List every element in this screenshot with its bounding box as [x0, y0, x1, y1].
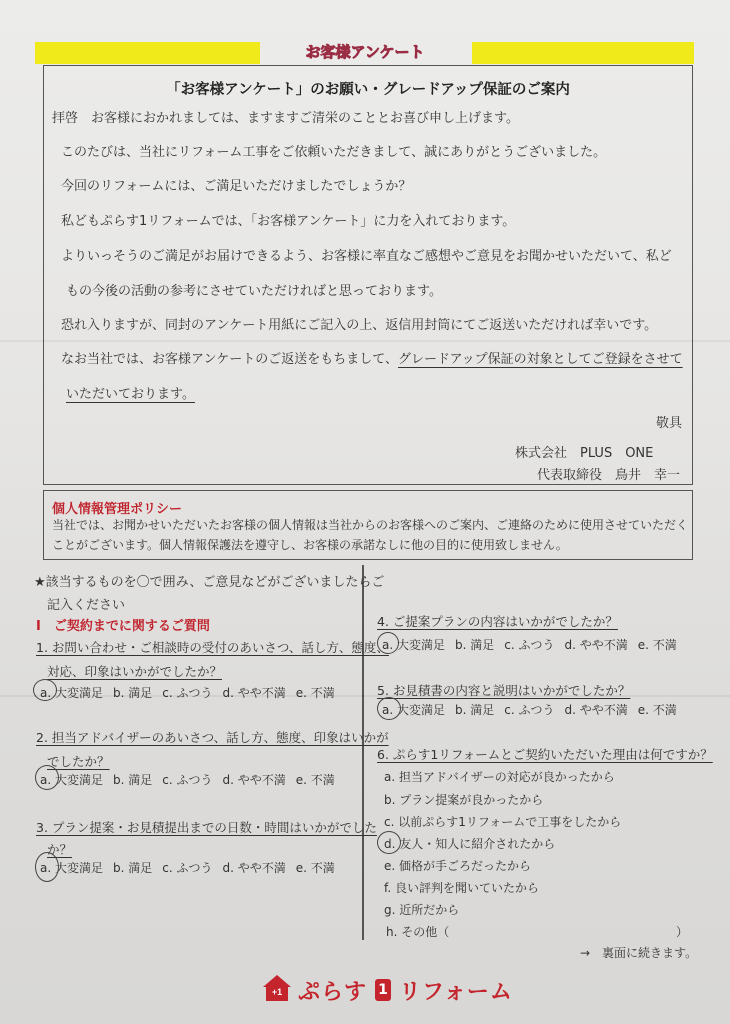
question-1-options[interactable] [40, 684, 345, 701]
question-3-line-1: 3. プラン提案・お見積提出までの日数・時間はいかがでした [36, 820, 377, 835]
company-name: 株式会社 PLUS ONE [515, 446, 654, 461]
question-2-line-1: 2. 担当アドバイザーのあいさつ、話し方、態度、印象はいかが [36, 730, 389, 745]
option-c[interactable]: c. ふつう [504, 638, 555, 652]
question-2-line-2: でしたか？ [47, 754, 110, 769]
reason-c[interactable]: c. 以前ぷらす1リフォームで工事をしたから [384, 815, 622, 829]
option-d[interactable]: d. やや不満 [222, 773, 286, 787]
question-5: 5. お見積書の内容と説明はいかがでしたか？ [377, 683, 631, 698]
yellow-highlight-right [472, 42, 694, 64]
section-title: Ⅰ ご契約までに関するご質問 [36, 619, 210, 634]
yellow-highlight-left [35, 42, 260, 64]
house-logo-icon [262, 974, 292, 1006]
answer-circle-q2 [35, 765, 59, 790]
letter-heading: 「お客様アンケート」のお願い・グレードアップ保証のご案内 [166, 82, 570, 98]
continue-note: → 裏面に続きます。 [580, 946, 698, 960]
reason-d[interactable]: d. 友人・知人に紹介されたから [384, 837, 556, 851]
privacy-policy-line-2: ことがございます。個人情報保護法を遵守し、お客様の承諾なしに他の目的に使用致しません。 [52, 538, 568, 552]
instruction-line-2: 記入ください [47, 598, 126, 613]
question-3-options[interactable] [40, 859, 345, 876]
question-4-options[interactable] [382, 636, 687, 653]
letter-line-1: 拝啓 お客様におかれましては、ますますご清栄のこととお喜び申し上げます。 [52, 111, 519, 126]
option-c[interactable]: c. ふつう [162, 773, 213, 787]
upgrade-guarantee-text: グレードアップ保証の対象としてご登録をさせて [397, 352, 683, 367]
option-d[interactable]: d. やや不満 [564, 638, 628, 652]
sheet-title: お客様アンケート [305, 43, 425, 61]
question-1-line-1: 1. お問い合わせ・ご相談時の受付のあいさつ、話し方、態度、 [36, 640, 389, 655]
option-e[interactable]: e. 不満 [295, 686, 335, 700]
letter-line-2: このたびは、当社にリフォーム工事をご依頼いただきまして、誠にありがとうございました。 [61, 145, 607, 160]
reason-e[interactable]: e. 価格が手ごろだったから [384, 859, 532, 873]
option-b[interactable]: b. 満足 [454, 703, 495, 717]
letter-line-6: もの今後の活動の参考にさせていただければと思っております。 [66, 284, 442, 299]
logo-text-plus: ぷらす [298, 979, 368, 1005]
letter-line-8 [61, 348, 683, 367]
question-3-line-2: か？ [47, 842, 73, 857]
option-a[interactable]: a. 大変満足 [382, 703, 445, 717]
answer-circle-q4 [377, 632, 399, 654]
question-4: 4. ご提案プランの内容はいかがでしたか？ [377, 614, 618, 629]
reason-h[interactable]: h. その他（ [386, 925, 450, 939]
question-6-title: 6. ぷらす1リフォームとご契約いただいた理由は何ですか？ [377, 747, 713, 762]
option-e[interactable]: e. 不満 [637, 703, 677, 717]
option-a[interactable]: a. 大変満足 [40, 773, 103, 787]
option-d[interactable]: d. やや不満 [222, 861, 286, 875]
letter-line-5: よりいっそうのご満足がお届けできるよう、お客様に率直なご感想やご意見をお聞かせいただいて、私ど [61, 249, 672, 264]
question-2-options[interactable] [40, 771, 345, 788]
question-5-options[interactable] [382, 701, 687, 718]
column-divider [362, 565, 364, 940]
option-b[interactable]: b. 満足 [112, 861, 153, 875]
answer-circle-q6 [377, 831, 401, 854]
reason-g[interactable]: g. 近所だから [384, 903, 460, 917]
option-c[interactable]: c. ふつう [504, 703, 555, 717]
option-b[interactable]: b. 満足 [112, 773, 153, 787]
brand-logo [262, 975, 513, 1005]
option-c[interactable]: c. ふつう [162, 861, 213, 875]
paper-fold [0, 340, 730, 342]
option-d[interactable]: d. やや不満 [222, 686, 286, 700]
paper-fold [0, 695, 730, 697]
privacy-policy-title: 個人情報管理ポリシー [52, 502, 183, 517]
representative-name: 代表取締役 鳥井 幸一 [537, 468, 681, 483]
question-1-line-2: 対応、印象はいかがでしたか？ [47, 664, 223, 679]
letter-line-8-plain: なお当社では、お客様アンケートのご返送をもちまして、 [61, 352, 398, 367]
letter-line-4: 私どもぷらす1リフォームでは、「お客様アンケート」に力を入れております。 [61, 214, 516, 229]
option-e[interactable]: e. 不満 [295, 773, 335, 787]
letter-line-3: 今回のリフォームには、ご満足いただけましたでしょうか？ [61, 179, 412, 194]
svg-text:+1: +1 [271, 987, 283, 997]
letter-line-9: いただいております。 [66, 387, 195, 402]
option-d[interactable]: d. やや不満 [564, 703, 628, 717]
answer-circle-q5 [377, 697, 401, 720]
option-c[interactable]: c. ふつう [162, 686, 213, 700]
letter-box [43, 65, 693, 485]
letter-line-7: 恐れ入りますが、同封のアンケート用紙にご記入の上、返信用封筒にてご返送いただければ幸いです。 [61, 318, 658, 333]
option-e[interactable]: e. 不満 [295, 861, 335, 875]
closing-word: 敬具 [656, 416, 683, 431]
option-a[interactable]: a. 大変満足 [382, 638, 445, 652]
option-a[interactable]: a. 大変満足 [40, 686, 103, 700]
logo-text-reform: リフォーム [399, 979, 513, 1005]
instruction-line-1: ★該当するものを〇で囲み、ご意見などがございましたらご [34, 575, 385, 590]
option-b[interactable]: b. 満足 [112, 686, 153, 700]
logo-one-badge: 1 [375, 979, 391, 1001]
reason-h-close-paren: ） [676, 925, 689, 939]
option-a[interactable]: a. 大変満足 [40, 861, 103, 875]
privacy-policy-line-1: 当社では、お聞かせいただいたお客様の個人情報は当社からのお客様へのご案内、ご連絡のために使用させていただく [52, 518, 689, 532]
reason-f[interactable]: f. 良い評判を聞いていたから [384, 881, 539, 895]
answer-circle-q3 [35, 852, 59, 882]
option-b[interactable]: b. 満足 [454, 638, 495, 652]
reason-a[interactable]: a. 担当アドバイザーの対応が良かったから [384, 770, 615, 784]
answer-circle-q1 [33, 679, 57, 701]
option-e[interactable]: e. 不満 [637, 638, 677, 652]
reason-b[interactable]: b. プラン提案が良かったから [384, 793, 544, 807]
